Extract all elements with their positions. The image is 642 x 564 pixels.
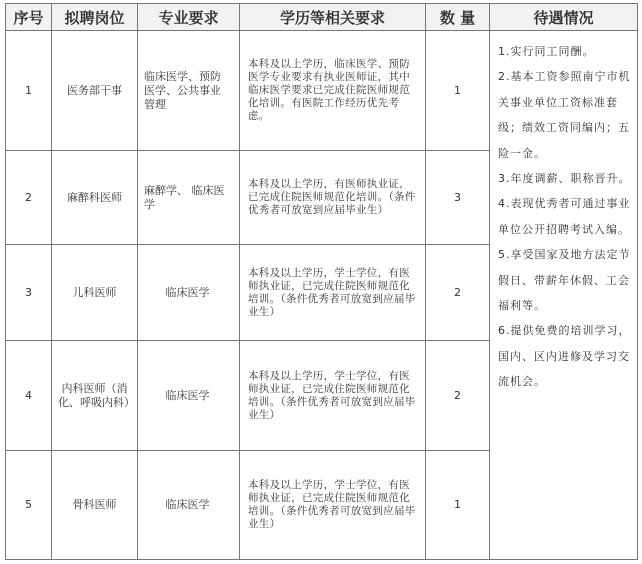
- row-count: 1: [426, 31, 490, 151]
- benefit-item: 5.享受国家及地方法定节假日、带薪年休假、工会福利等。: [498, 248, 631, 313]
- benefit-item: 2.基本工资参照南宁市机关事业单位工资标准套级；绩效工资同编内；五险一金。: [498, 70, 631, 160]
- row-requirement: 本科及以上学历，学士学位，有医师执业证，已完成住院医师规范化培训。（条件优秀者可放宽到应届毕业生）: [240, 341, 426, 451]
- row-count: 3: [426, 151, 490, 245]
- benefit-item: 6.提供免费的培训学习，国内、区内进修及学习交流机会。: [498, 324, 631, 389]
- benefit-item: 4.表现优秀者可通过事业单位公开招聘考试入编。: [498, 197, 631, 236]
- row-major: 麻醉学、 临床医学: [138, 151, 240, 245]
- header-row: [6, 4, 638, 31]
- row-major: 临床医学: [138, 451, 240, 560]
- header-position: 拟聘岗位: [52, 4, 138, 31]
- header-major: 专业要求: [138, 4, 240, 31]
- row-no: 3: [6, 245, 52, 341]
- row-count: 1: [426, 451, 490, 560]
- row-requirement: 本科及以上学历，学士学位，有医师执业证，已完成住院医师规范化培训。（条件优秀者可放宽到应届毕业生）: [240, 245, 426, 341]
- benefits-cell: [490, 31, 638, 560]
- row-count: 2: [426, 245, 490, 341]
- header-benefits: 待遇情况: [490, 4, 638, 31]
- row-requirement: 本科及以上学历，有医师执业证，已完成住院医师规范化培训。（条件优秀者可放宽到应届毕业生）: [240, 151, 426, 245]
- row-requirement: 本科及以上学历，临床医学、预防医学专业要求有执业医师证，其中临床医学要求已完成住院医师规范化培训。有医院工作经历优先考虑。: [240, 31, 426, 151]
- row-position: 医务部干事: [52, 31, 138, 151]
- row-count: 2: [426, 341, 490, 451]
- recruitment-table: [5, 3, 638, 560]
- header-count: 数 量: [426, 4, 490, 31]
- row-major: 临床医学: [138, 245, 240, 341]
- benefit-item: 1.实行同工同酬。: [498, 45, 595, 58]
- row-no: 1: [6, 31, 52, 151]
- row-position: 内科医师（消化、呼吸内科）: [52, 341, 138, 451]
- row-requirement: 本科及以上学历，学士学位，有医师执业证，已完成住院医师规范化培训。（条件优秀者可放宽到应届毕业生）: [240, 451, 426, 560]
- header-requirement: 学历等相关要求: [240, 4, 426, 31]
- row-no: 4: [6, 341, 52, 451]
- row-no: 5: [6, 451, 52, 560]
- row-position: 骨科医师: [52, 451, 138, 560]
- benefit-item: 3.年度调薪、职称晋升。: [498, 172, 631, 186]
- table-row: [6, 31, 638, 151]
- row-no: 2: [6, 151, 52, 245]
- row-position: 麻醉科医师: [52, 151, 138, 245]
- header-no: 序号: [6, 4, 52, 31]
- row-major: 临床医学: [138, 341, 240, 451]
- row-position: 儿科医师: [52, 245, 138, 341]
- row-major: 临床医学、预防医学、公共事业管理: [138, 31, 240, 151]
